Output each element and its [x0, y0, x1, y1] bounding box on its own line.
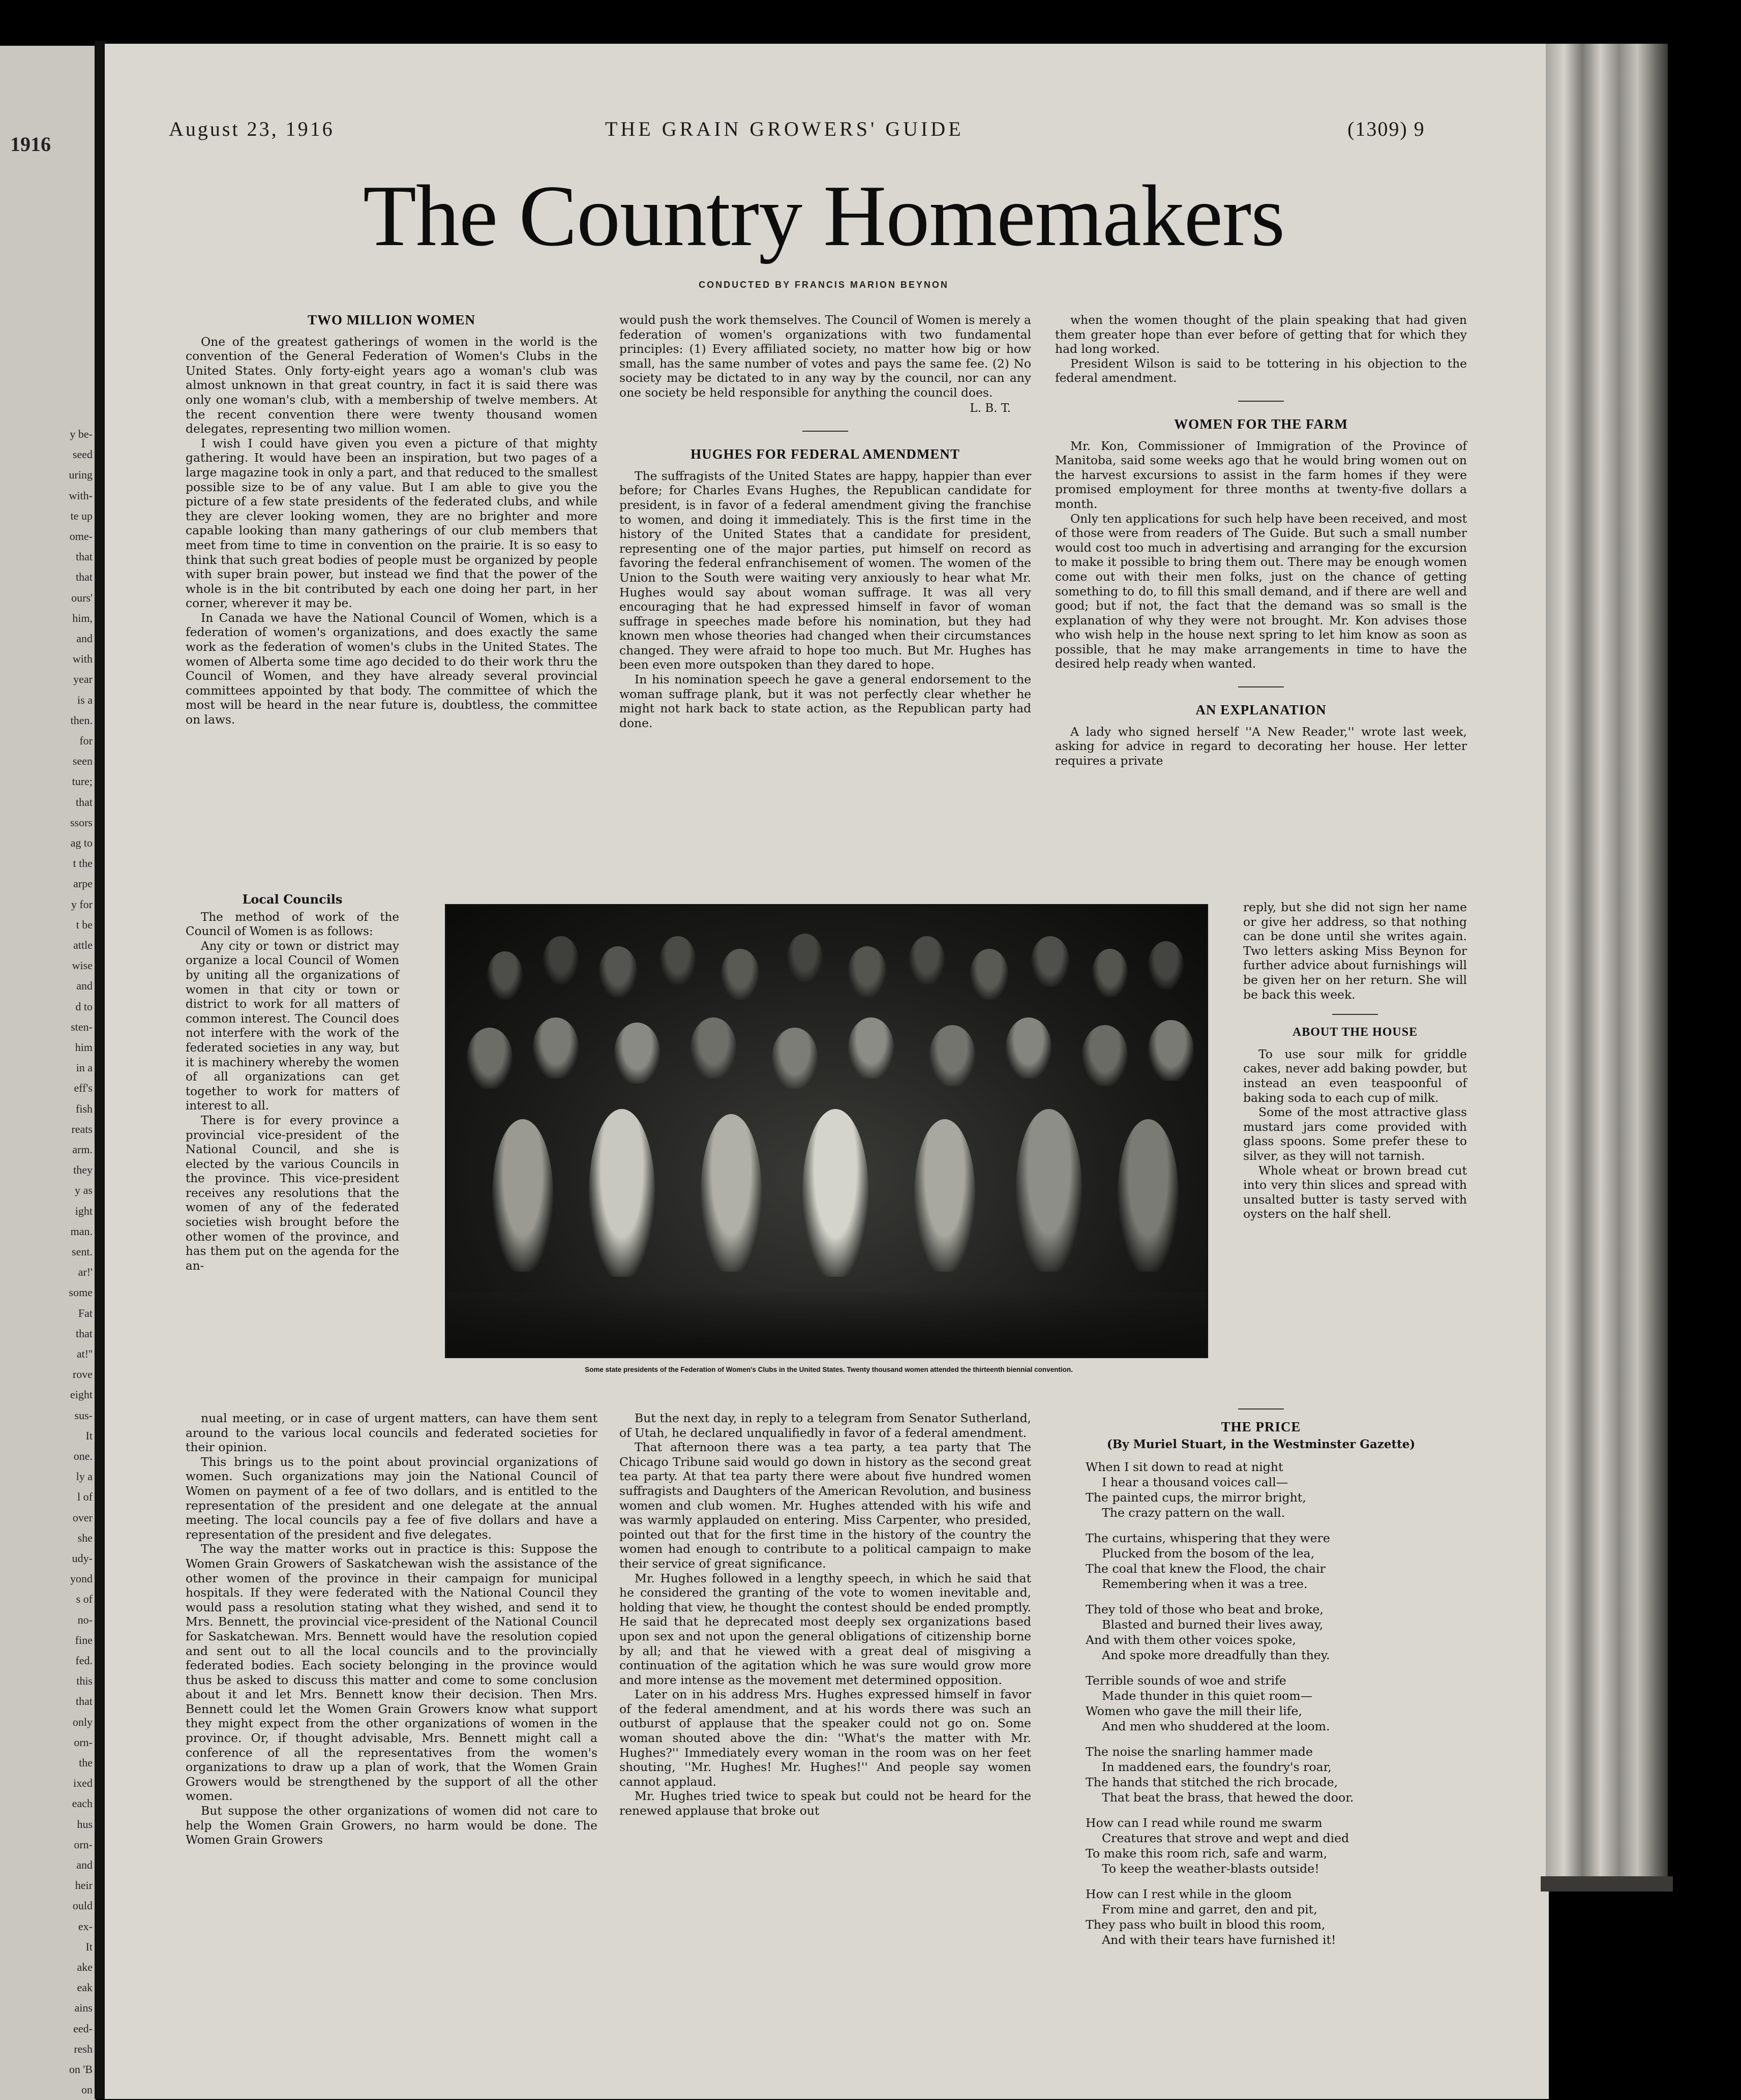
- left-page-fragment: ould: [72, 1899, 93, 1912]
- poem-line: And spoke more dreadfully than they.: [1102, 1648, 1330, 1662]
- photo-figure: [848, 1017, 894, 1078]
- left-page-fragment: y for: [71, 897, 93, 911]
- paragraph: Mr. Kon, Commissioner of Immigration of the Province of Manitoba, said some weeks ago that he would bring women out on the harvest excursions to assist in the farm homes if they were promised employment for three months at twenty-five dollars a month.: [1055, 438, 1467, 511]
- divider: [1238, 686, 1284, 687]
- poem-credit: (By Muriel Stuart, in the Westminster Gazette): [1106, 1437, 1416, 1451]
- poem-line: And men who shuddered at the loom.: [1102, 1719, 1330, 1733]
- photo-floor: [446, 1292, 1207, 1358]
- photo-figure: [1148, 1020, 1194, 1081]
- paragraph: That afternoon there was a tea party, a tea party that The Chicago Tribune said would go down in history as the second great tea party. At that tea party there were about five hundred women suffragists and Daughters of the American Revolution, and business women and club women. Mr. Hughes attended with his wife and was warmly applauded on entering. Miss Carpenter, who presided, pointed out that for the first time in the history of the country the women had enough to contribute to a political campaign to make their service of great significance.: [619, 1440, 1031, 1571]
- paragraph: Mr. Hughes followed in a lengthy speech, in which he said that he considered the granting of the vote to women inevitable and, holding that view, he thought the contest should be ended promptly. He said that he deprecated most deeply sex organizations based upon sex and not upon the general obligations of citizenship borne by all; and that he viewed with a great deal of misgiving a continuation of the agitation which he was sure would grow more and more intense as the movement met determined opposition.: [619, 1571, 1031, 1687]
- paragraph: The suffragists of the United States are happy, happier than ever before; for Charles Evans Hughes, the Republican candidate for president, is in favor of a federal amendment giving the franchise to women, and doing it immediately. This is the first time in the history of the United States that a candidate for president, representing one of the major parties, put himself on record as favoring the federal enfranchisement of women. The women of the Union to the South were waiting very anxiously to hear what Mr. Hughes would say about woman suffrage. It was all very encouraging that he had expressed himself in favor of woman suffrage in speeches made before his nomination, but they had known men whose theories had changed when their circumstances changed. They were afraid to hope too much. But Mr. Hughes has been even more outspoken than they dared to hope.: [619, 468, 1031, 672]
- left-page-fragment: ixed: [73, 1777, 93, 1790]
- left-page-fragment: wise: [72, 959, 93, 972]
- left-page-fragment: ex-: [78, 1919, 93, 1933]
- left-page-fragment: and: [76, 979, 93, 993]
- left-page-fragment: eight: [70, 1388, 93, 1401]
- paragraph: President Wilson is said to be tottering in his objection to the federal amendment.: [1055, 356, 1467, 385]
- paragraph: Mr. Hughes tried twice to speak but could not be heard for the renewed applause that broke out: [619, 1789, 1031, 1818]
- photo-figure: [802, 1109, 868, 1277]
- left-page-fragment: y as: [75, 1184, 93, 1197]
- explanation-continued: reply, but she did not sign her name or give her address, so that nothing can be done until she writes again. Two letters asking Miss Beynon for further advice about furnishings will be given her on her return. She will be back this week.: [1243, 900, 1467, 1002]
- byline: CONDUCTED BY FRANCIS MARION BEYNON: [699, 280, 949, 290]
- column-2-bottom: [619, 1411, 1031, 1818]
- article-about-the-house: [1243, 1047, 1467, 1221]
- paragraph: when the women thought of the plain speaking that had given them greater hope than ever before of getting that for which they had long worked.: [1055, 313, 1467, 356]
- explanation-paragraph: A lady who signed herself ''A New Reader,'' wrote last week, asking for advice in regard to decorating her house. Her letter requires a private: [1055, 724, 1467, 768]
- poem-line: They told of those who beat and broke,: [1086, 1602, 1324, 1616]
- left-page-fragment: ake: [77, 1961, 93, 1973]
- left-page-fragment: they: [73, 1163, 93, 1177]
- left-page-fragment: with: [72, 652, 93, 666]
- photo-figure: [1006, 1017, 1052, 1078]
- left-page-fragment: ar!': [78, 1266, 93, 1279]
- left-page-fragment: is a: [77, 693, 93, 706]
- poem-line: In maddened ears, the foundry's roar,: [1102, 1760, 1332, 1774]
- left-page-fragment: the: [79, 1756, 93, 1769]
- left-page-fragment: this: [76, 1674, 93, 1688]
- poem-line: To keep the weather-blasts outside!: [1102, 1862, 1319, 1876]
- left-page-fragment: eak: [77, 1981, 93, 1994]
- paragraph: Any city or town or district may organize a local Council of Women by uniting all the organizations of women in that city or town or district to work for all matters of common interest. The Council does not interfere with the work of the federated societies in any way, but it is machinery whereby the women of all organizations can get together to work for matters of interest to all.: [186, 939, 399, 1113]
- paragraph: nual meeting, or in case of urgent matters, can have them sent around to the various local councils and federated societies for their opinion.: [186, 1411, 597, 1455]
- left-page-fragment: fed.: [75, 1654, 93, 1667]
- poem-line: Remembering when it was a tree.: [1102, 1577, 1308, 1591]
- photo-figure: [1118, 1119, 1179, 1272]
- left-page-fragment: te up: [70, 509, 93, 522]
- left-page-fragment: rove: [72, 1368, 93, 1381]
- column-1-narrow: [186, 892, 399, 1273]
- photo-caption: Some state presidents of the Federation of Women's Clubs in the United States. Twenty thousand women attended the thirteenth biennial convention.: [585, 1366, 1073, 1373]
- left-page-fragment: orn-: [74, 1735, 93, 1749]
- article-hughes: [619, 469, 1031, 731]
- poem-line: Creatures that strove and wept and died: [1102, 1831, 1349, 1845]
- photo-figure: [721, 949, 759, 1000]
- poem-title: THE PRICE: [1221, 1419, 1301, 1434]
- left-page-fragment: some: [69, 1286, 93, 1299]
- left-page-fragment: one.: [73, 1450, 93, 1462]
- left-page-fragment: then.: [70, 713, 93, 727]
- article-local-councils: [186, 910, 399, 1274]
- photo-figure: [701, 1114, 762, 1272]
- left-page-fragment: sent.: [72, 1245, 93, 1258]
- photo-figure: [848, 946, 886, 997]
- photo-figure: [614, 1023, 660, 1084]
- photo-figure: [1031, 936, 1069, 987]
- poem-line: The noise the snarling hammer made: [1086, 1745, 1313, 1759]
- paragraph: Some of the most attractive glass mustard jars come provided with glass spoons. Some prefer these to silver, as they will not tarnish.: [1243, 1105, 1467, 1163]
- left-page-fragment: ours': [71, 591, 93, 604]
- paragraph: But suppose the other organizations of women did not care to help the Women Grain Growers, no harm would be done. The Women Grain Growers: [186, 1804, 597, 1847]
- paragraph: This brings us to the point about provincial organizations of women. Such organizations may join the National Council of Women on payment of a fee of two dollars, and is entitled to the representation of the president and one delegate at the annual meeting. The local councils pay a fee of five dollars and have a representation of the president and five delegates.: [186, 1454, 597, 1542]
- left-page-fragment: only: [72, 1715, 93, 1728]
- paragraph: The way the matter works out in practice is this: Suppose the Women Grain Growers of Saskatchewan wish the assistance of the other women of the province in their campaign for municipal hospitals. If they were federated with the National Council they would pass a resolution stating what they wished, and send it to Mrs. Bennett, the provincial vice-president of the National Council for Saskatchewan. Mrs. Bennett would have the resolution copied and sent out to all the local councils and to the provincially federated bodies. Each society belonging in the province would thus be asked to discuss this matter and come to some conclusion about it and let Mrs. Bennett know their decision. Then Mrs. Bennett could let the Women Grain Growers know what support they might expect from the other organizations of women in the province. Or, if thought advisable, Mrs. Bennett might call a conference of all the representatives from the women's organizations to draw up a plan of work, that the Women Grain Growers would be strengthened by the support of all the other women.: [186, 1542, 597, 1804]
- photo-figure: [909, 936, 945, 984]
- article-two-million-women: [186, 335, 597, 727]
- left-page-fragment: man.: [70, 1224, 93, 1238]
- heading-women-for-the-farm: WOMEN FOR THE FARM: [1174, 416, 1348, 432]
- poem-line: Women who gave the mill their life,: [1086, 1704, 1302, 1718]
- photo-figure: [1092, 949, 1128, 997]
- paragraph: In Canada we have the National Council of Women, which is a federation of women's organizations, and does exactly the same work as the federation of women's clubs in the United States. The women of Alberta some time ago decided to do their work thru the Council of Women, and they have already several provincial committees appointed by that body. The committee of which the most will be heard in the near future is, doubtless, the committee on laws.: [186, 610, 597, 727]
- poem-line: The coal that knew the Flood, the chair: [1086, 1562, 1326, 1576]
- poem-line: Terrible sounds of woe and strife: [1086, 1673, 1286, 1688]
- left-page-fragment: and: [76, 632, 93, 645]
- article-women-for-the-farm: [1055, 439, 1467, 672]
- left-page-fragment: sten-: [71, 1020, 93, 1033]
- poem-line: Blasted and burned their lives away,: [1102, 1617, 1324, 1632]
- article-hughes-end: [1055, 313, 1467, 385]
- poem-stanza: [1086, 1886, 1462, 1947]
- paragraph: One of the greatest gatherings of women in the world is the convention of the General Federation of Women's Clubs in the United States. Only forty-eight years ago a woman's club was almost unknown in that great country, in fact it is said there was only one woman's club, with a membership of twelve members. At the recent convention there were twenty thousand women delegates, representing two million women.: [186, 334, 597, 436]
- poem-line: And with their tears have furnished it!: [1102, 1933, 1336, 1947]
- left-page-fragment: uring: [69, 468, 93, 482]
- left-page-fragment: udy-: [72, 1552, 93, 1565]
- left-page-fragment: Fat: [78, 1306, 93, 1319]
- poem-stanza: [1086, 1744, 1462, 1805]
- left-page-edge: [0, 46, 96, 2100]
- left-page-fragment: arpe: [73, 877, 93, 890]
- left-page-fragment: with-: [69, 489, 93, 502]
- left-page-fragment: ains: [74, 2001, 93, 2015]
- signature: L. B. T.: [970, 401, 1011, 415]
- paragraph: Later on in his address Mrs. Hughes expressed himself in favor of the federal amendment, and at his words there was such an outburst of applause that the speaker could not go on. Some woman shouted above the din: ''What's the matter with Mr. Hughes?'' Immediately every woman in the room was on her feet shouting, ''Mr. Hughes! Mr. Hughes!'' And people say women cannot applaud.: [619, 1687, 1031, 1789]
- poem-stanza: [1086, 1459, 1462, 1520]
- left-page-fragment: that: [76, 1695, 93, 1708]
- poem-line: And with them other voices spoke,: [1086, 1633, 1296, 1647]
- poem-line: To make this room rich, safe and warm,: [1086, 1846, 1328, 1861]
- photo-figure: [929, 1025, 975, 1086]
- column-3-narrow: [1243, 900, 1467, 1221]
- left-page-fragment: ssors: [70, 816, 93, 829]
- left-page-fragment: over: [72, 1511, 93, 1524]
- poem-the-price: [1086, 1459, 1462, 1958]
- book-binding-edge: [1546, 44, 1668, 1879]
- left-page-fragment: that: [76, 1327, 93, 1340]
- poem-line: How can I rest while in the gloom: [1086, 1887, 1292, 1901]
- left-page-fragment: d to: [75, 1000, 93, 1013]
- left-page-fragment: year: [73, 673, 93, 686]
- photo-figure: [533, 1017, 579, 1078]
- photo-figure: [970, 949, 1008, 1000]
- photo-figure: [1148, 941, 1184, 989]
- photo-figure: [1082, 1025, 1128, 1086]
- column-1-bottom: [186, 1411, 597, 1847]
- left-page-fragment: ome-: [69, 530, 93, 543]
- left-page-year: 1916: [10, 133, 51, 156]
- poem-line: The hands that stitched the rich brocade,: [1086, 1775, 1338, 1789]
- subheading-local-councils: Local Councils: [242, 892, 343, 907]
- left-page-fragment: attle: [73, 939, 93, 951]
- left-page-fragment: seen: [72, 755, 93, 768]
- heading-hughes-federal-amendment: HUGHES FOR FEDERAL AMENDMENT: [691, 446, 960, 462]
- left-page-fragment: arm.: [72, 1143, 93, 1156]
- left-page-fragment: at!'': [76, 1347, 93, 1360]
- column-3-top: [1055, 313, 1467, 768]
- heading-an-explanation: AN EXPLANATION: [1195, 702, 1327, 718]
- photo-figure: [914, 1119, 975, 1272]
- photo-figure: [599, 946, 637, 997]
- left-page-fragment: fish: [76, 1102, 93, 1115]
- left-page-fragment: ture;: [72, 775, 93, 788]
- page-title: The Country Homemakers: [363, 168, 1285, 264]
- left-page-fragment: reats: [71, 1122, 93, 1135]
- left-page-fragment: ag to: [70, 836, 93, 849]
- photo-figure: [660, 936, 696, 984]
- header-date: August 23, 1916: [169, 117, 335, 140]
- photo-figure: [787, 934, 823, 982]
- left-page-fragment: It: [85, 1429, 93, 1442]
- poem-stanza: [1086, 1531, 1462, 1592]
- poem-line: The painted cups, the mirror bright,: [1086, 1490, 1306, 1505]
- left-page-fragment: ight: [75, 1204, 93, 1217]
- left-page-fragment: in a: [76, 1061, 93, 1074]
- heading-about-the-house: ABOUT THE HOUSE: [1292, 1026, 1418, 1039]
- poem-line: I hear a thousand voices call—: [1102, 1475, 1288, 1489]
- poem-line: Plucked from the bosom of the lea,: [1102, 1546, 1315, 1561]
- column-3-poem-header: [1055, 1408, 1467, 1452]
- photo-figure: [772, 1028, 818, 1089]
- divider: [1238, 401, 1284, 402]
- paragraph: To use sour milk for griddle cakes, never add baking powder, but instead an even teaspoonful of baking soda to each cup of milk.: [1243, 1046, 1467, 1105]
- article-local-councils-continued: [186, 1411, 597, 1847]
- poem-line: That beat the brass, that hewed the door.: [1102, 1790, 1354, 1805]
- left-page-fragment: hus: [77, 1817, 93, 1831]
- left-page-fragment: no-: [77, 1613, 93, 1626]
- poem-line: From mine and garret, den and pit,: [1102, 1902, 1317, 1916]
- left-page-fragment: him: [75, 1041, 93, 1054]
- left-page-fragment: eff's: [74, 1082, 93, 1095]
- left-page-fragment: that: [76, 795, 93, 808]
- left-page-fragment: each: [72, 1797, 93, 1810]
- photo-figure: [487, 951, 523, 1000]
- poem-stanza: [1086, 1815, 1462, 1876]
- left-page-fragment: she: [77, 1531, 93, 1544]
- left-page-fragment: t be: [76, 918, 93, 931]
- divider: [1238, 1408, 1284, 1409]
- left-page-fragment: on 'B: [69, 2063, 93, 2076]
- divider: [1332, 1014, 1378, 1015]
- left-page-fragment: y be-: [70, 428, 93, 440]
- book-binding-base: [1541, 1876, 1673, 1892]
- poem-line: Made thunder in this quiet room—: [1102, 1689, 1313, 1703]
- left-page-fragment: orn-: [74, 1838, 93, 1851]
- poem-line: How can I read while round me swarm: [1086, 1816, 1323, 1830]
- left-page-fragment: that: [76, 550, 93, 563]
- photo-figure: [1016, 1109, 1082, 1272]
- heading-two-million-women: TWO MILLION WOMEN: [307, 312, 476, 327]
- left-page-fragment: and: [76, 1858, 93, 1871]
- paragraph: Only ten applications for such help have been received, and most of those were from readers of The Guide. But such a small number would cost too much in advertising and arranging for the excursion to make it possible to bring them out. There may be enough women come out with their men folks, just on the chance of getting something to do, to fill this small demand, and if there are well and good; but if not, the fact that the demand was so small is the explanation of why they were not brought. Mr. Kon advises those who wish help in the house next spring to let him know as soon as possible, that he may make arrangements in time to have the desired help ready when wanted.: [1055, 511, 1467, 671]
- left-page-fragment: for: [79, 734, 93, 747]
- left-page-fragment: yond: [70, 1572, 93, 1585]
- poem-line: The crazy pattern on the wall.: [1102, 1506, 1285, 1520]
- poem-line: They pass who built in blood this room,: [1086, 1917, 1326, 1932]
- poem-stanza: [1086, 1673, 1462, 1734]
- left-page-fragment: eed-: [73, 2022, 93, 2035]
- left-page-fragment: fine: [75, 1633, 93, 1646]
- left-page-fragment: resh: [74, 2042, 93, 2055]
- divider: [802, 431, 848, 432]
- column-2-top: [619, 313, 1031, 730]
- left-page-fragment: sus-: [74, 1408, 93, 1422]
- left-page-fragment: s of: [76, 1593, 93, 1606]
- left-page-fragment: that: [76, 571, 93, 584]
- poem-line: The curtains, whispering that they were: [1086, 1531, 1330, 1545]
- left-page-fragment: l of: [77, 1490, 93, 1504]
- council-paragraph: would push the work themselves. The Council of Women is merely a federation of women's organizations with two fundamental principles: (1) Every affiliated society, no matter how big or how small, has the same number of votes and pays the same fee. (2) No society may be dictated to in any way by the council, nor can any one society be held responsible for anything the council does.: [619, 313, 1031, 400]
- paragraph: In his nomination speech he gave a general endorsement to the woman suffrage plank, but it was not perfectly clear whether he might not hark back to state action, as the Republican party had done.: [619, 672, 1031, 730]
- left-page-fragment: seed: [72, 448, 93, 461]
- left-page-fragment: t the: [73, 857, 93, 870]
- poem-line: When I sit down to read at night: [1086, 1460, 1283, 1474]
- group-photograph: [445, 904, 1208, 1358]
- left-page-fragment: ly a: [76, 1470, 93, 1483]
- photo-figure: [691, 1017, 736, 1078]
- left-page-fragment: him,: [72, 611, 93, 624]
- paragraph: I wish I could have given you even a picture of that mighty gathering. It would have been an inspiration, but two pages of a large magazine took in only a part, and that reduced to the smallest possible size to be of any value. But I am able to give you the picture of a few state presidents of the federated clubs, and while they are clever looking women, they are no brighter and more capable looking than many gatherings of our club members that meet from time to time in convention on the prairie. It is so easy to think that such great bodies of people must be organized by people with super brain power, but instead we find that the power of the whole is in the bit contributed by each one doing her part, in her corner, wherever it may be.: [186, 436, 597, 611]
- column-1-top: [186, 313, 597, 727]
- photo-figure: [589, 1109, 655, 1277]
- paragraph: But the next day, in reply to a telegram from Senator Sutherland, of Utah, he declared unqualifiedly in favor of a federal amendment.: [619, 1411, 1031, 1440]
- poem-stanza: [1086, 1602, 1462, 1663]
- left-page-fragment: heir: [75, 1879, 93, 1892]
- left-page-fragment: on: [81, 2083, 93, 2096]
- paragraph: The method of work of the Council of Women is as follows:: [186, 910, 399, 939]
- article-hughes-continued: [619, 1411, 1031, 1818]
- paragraph: Whole wheat or brown bread cut into very thin slices and spread with unsalted butter is tasty served with oysters on the half shell.: [1243, 1163, 1467, 1221]
- paragraph: There is for every province a provincial vice-president of the National Council, and she is elected by the various Councils in the province. This vice-president receives any resolutions that the women of any of the federated societies wish brought before the other women of the province, and has them put on the agenda for the an-: [186, 1114, 399, 1273]
- photo-figure: [543, 936, 579, 984]
- header-publication: THE GRAIN GROWERS' GUIDE: [605, 117, 964, 140]
- header-page-number: (1309) 9: [1347, 117, 1425, 140]
- photo-figure: [467, 1028, 513, 1089]
- left-page-fragment: It: [85, 1940, 93, 1953]
- photo-figure: [492, 1119, 553, 1272]
